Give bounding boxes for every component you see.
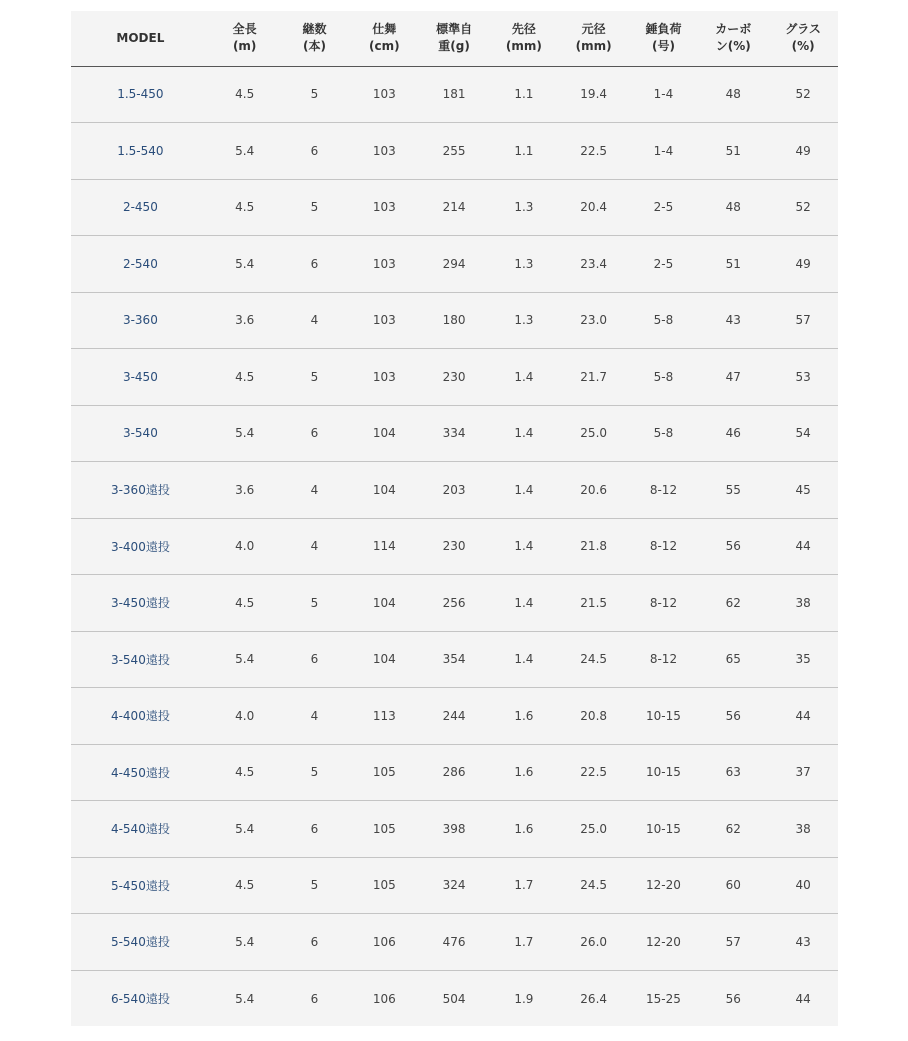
cell-sinker-load: 10-15 [629, 688, 699, 745]
column-header-line: 仕舞 [372, 22, 397, 37]
cell-glass: 37 [768, 744, 838, 801]
cell-carbon: 55 [698, 462, 768, 519]
cell-butt-diameter: 24.5 [559, 631, 629, 688]
cell-tip-diameter: 1.4 [489, 462, 559, 519]
cell-sinker-load: 8-12 [629, 462, 699, 519]
cell-closed-length: 104 [349, 462, 419, 519]
cell-tip-diameter: 1.7 [489, 914, 559, 971]
table-row [71, 518, 838, 575]
cell-glass: 44 [768, 518, 838, 575]
table-row [71, 631, 838, 688]
column-header-line: (本) [302, 39, 326, 54]
model-name-cell[interactable]: 4-400遠投 [71, 688, 210, 745]
table-row [71, 123, 838, 180]
cell-butt-diameter: 22.5 [559, 744, 629, 801]
cell-carbon: 43 [698, 292, 768, 349]
model-name-cell[interactable]: 2-540 [71, 236, 210, 293]
column-header-line: 標準自 [436, 22, 473, 37]
cell-carbon: 48 [698, 179, 768, 236]
cell-glass: 57 [768, 292, 838, 349]
column-header-line: グラス [785, 22, 821, 37]
cell-length: 5.4 [235, 991, 255, 1006]
table-row [71, 914, 838, 971]
cell-tip-diameter: 1.6 [489, 801, 559, 858]
cell-butt-diameter: 21.7 [559, 349, 629, 406]
cell-glass: 43 [768, 914, 838, 971]
cell-weight: 286 [419, 744, 489, 801]
cell-glass: 49 [768, 236, 838, 293]
column-header-carbon [698, 11, 768, 66]
cell-weight: 203 [419, 462, 489, 519]
model-name-cell[interactable]: 3-360遠投 [71, 462, 210, 519]
model-name-cell[interactable]: 1.5-450 [71, 66, 210, 123]
cell-butt-diameter: 25.0 [559, 801, 629, 858]
cell-glass: 52 [768, 66, 838, 123]
cell-butt-diameter: 20.6 [559, 462, 629, 519]
column-header-glass [768, 11, 838, 66]
cell-weight: 180 [419, 292, 489, 349]
cell-sinker-load: 8-12 [629, 518, 699, 575]
cell-carbon: 48 [698, 66, 768, 123]
cell-butt-diameter: 20.4 [559, 179, 629, 236]
column-header-line: (m) [232, 39, 257, 54]
column-header-line: (号) [651, 39, 675, 54]
cell-sections: 6 [280, 801, 350, 858]
cell-sections: 6 [280, 405, 350, 462]
model-name-cell[interactable]: 3-450 [71, 349, 210, 406]
cell-tip-diameter: 1.9 [514, 991, 534, 1006]
cell-sinker-load: 2-5 [629, 236, 699, 293]
cell-length: 3.6 [210, 292, 280, 349]
cell-tip-diameter: 1.4 [489, 518, 559, 575]
cell-length: 5.4 [210, 631, 280, 688]
model-name-cell[interactable]: 3-360 [71, 292, 210, 349]
column-header-line: カーボ [715, 22, 752, 37]
cell-closed-length: 105 [349, 857, 419, 914]
cell-weight: 214 [419, 179, 489, 236]
cell-carbon: 56 [725, 991, 741, 1006]
cell-sections: 4 [280, 292, 350, 349]
cell-glass: 44 [768, 688, 838, 745]
cell-glass: 49 [768, 123, 838, 180]
model-name-cell[interactable]: 3-540遠投 [71, 631, 210, 688]
cell-closed-length: 103 [349, 66, 419, 123]
column-header-line: (mm) [505, 39, 542, 54]
cell-glass: 35 [768, 631, 838, 688]
model-name-cell[interactable]: 3-400遠投 [71, 518, 210, 575]
column-header-sections [280, 11, 350, 66]
cell-weight: 334 [419, 405, 489, 462]
cell-butt-diameter: 26.0 [559, 914, 629, 971]
cell-weight: 476 [419, 914, 489, 971]
cell-closed-length: 106 [372, 991, 396, 1006]
cell-sections: 5 [280, 575, 350, 632]
cell-closed-length: 104 [349, 631, 419, 688]
column-header-line: (mm) [575, 39, 612, 54]
table-row [71, 970, 838, 1027]
cell-closed-length: 103 [349, 179, 419, 236]
cell-sinker-load: 2-5 [629, 179, 699, 236]
cell-sections: 4 [280, 462, 350, 519]
spec-table-body [71, 66, 838, 1027]
cell-closed-length: 106 [349, 914, 419, 971]
cell-weight: 244 [419, 688, 489, 745]
table-row [71, 744, 838, 801]
model-name-cell[interactable]: 4-540遠投 [71, 801, 210, 858]
cell-closed-length: 103 [349, 292, 419, 349]
cell-tip-diameter: 1.3 [489, 236, 559, 293]
cell-butt-diameter: 20.8 [559, 688, 629, 745]
cell-carbon: 56 [698, 518, 768, 575]
table-row [71, 349, 838, 406]
cell-tip-diameter: 1.6 [489, 744, 559, 801]
cell-sinker-load: 1-4 [629, 66, 699, 123]
cell-weight: 354 [419, 631, 489, 688]
cell-sections: 5 [280, 857, 350, 914]
cell-length: 5.4 [210, 405, 280, 462]
table-row [71, 179, 838, 236]
cell-closed-length: 105 [349, 801, 419, 858]
cell-sections: 6 [310, 991, 319, 1006]
model-name-cell[interactable]: 5-450遠投 [71, 857, 210, 914]
cell-sinker-load: 8-12 [629, 631, 699, 688]
cell-carbon: 60 [698, 857, 768, 914]
cell-weight: 294 [419, 236, 489, 293]
cell-carbon: 63 [698, 744, 768, 801]
cell-butt-diameter: 22.5 [559, 123, 629, 180]
cell-carbon: 51 [698, 236, 768, 293]
cell-butt-diameter: 23.4 [559, 236, 629, 293]
table-row [71, 857, 838, 914]
cell-sinker-load: 15-25 [646, 991, 681, 1006]
model-name-cell[interactable]: 2-450 [71, 179, 210, 236]
model-name-cell[interactable]: 3-540 [71, 405, 210, 462]
model-name-cell[interactable]: 6-540遠投 [110, 992, 170, 1006]
table-row [71, 292, 838, 349]
cell-tip-diameter: 1.1 [489, 66, 559, 123]
cell-glass: 40 [768, 857, 838, 914]
cell-sinker-load: 1-4 [629, 123, 699, 180]
cell-carbon: 47 [698, 349, 768, 406]
cell-sections: 5 [280, 66, 350, 123]
cell-butt-diameter: 26.4 [580, 991, 608, 1006]
cell-butt-diameter: 25.0 [559, 405, 629, 462]
cell-sinker-load: 12-20 [629, 914, 699, 971]
cell-glass: 38 [768, 575, 838, 632]
spec-table-header [71, 11, 838, 66]
cell-closed-length: 113 [349, 688, 419, 745]
cell-closed-length: 104 [349, 575, 419, 632]
cell-glass: 54 [768, 405, 838, 462]
column-header-line: 錘負荷 [645, 22, 682, 37]
table-row [71, 462, 838, 519]
cell-sections: 4 [280, 688, 350, 745]
cell-tip-diameter: 1.7 [489, 857, 559, 914]
column-header-model [71, 11, 210, 66]
cell-length: 4.5 [210, 857, 280, 914]
cell-carbon: 46 [698, 405, 768, 462]
cell-carbon: 65 [698, 631, 768, 688]
column-header-line: 重(g) [438, 39, 470, 54]
cell-length: 5.4 [210, 123, 280, 180]
cell-tip-diameter: 1.3 [489, 179, 559, 236]
cell-tip-diameter: 1.1 [489, 123, 559, 180]
column-header-line: MODEL [116, 30, 165, 45]
column-header-line: 継数 [302, 22, 327, 37]
cell-butt-diameter: 19.4 [559, 66, 629, 123]
cell-length: 4.5 [210, 349, 280, 406]
cell-butt-diameter: 21.8 [559, 518, 629, 575]
cell-weight: 256 [419, 575, 489, 632]
cell-closed-length: 105 [349, 744, 419, 801]
cell-tip-diameter: 1.3 [489, 292, 559, 349]
cell-sinker-load: 10-15 [629, 801, 699, 858]
cell-sections: 6 [280, 123, 350, 180]
column-header-line: (cm) [368, 39, 400, 54]
cell-glass: 52 [768, 179, 838, 236]
cell-carbon: 56 [698, 688, 768, 745]
column-header-weight [419, 11, 489, 66]
table-row [71, 236, 838, 293]
header-row [71, 11, 838, 66]
cell-sections: 6 [280, 236, 350, 293]
cell-sections: 6 [280, 631, 350, 688]
cell-carbon: 51 [698, 123, 768, 180]
table-row [71, 66, 838, 123]
cell-weight: 255 [419, 123, 489, 180]
cell-closed-length: 103 [349, 236, 419, 293]
model-name-cell[interactable]: 4-450遠投 [71, 744, 210, 801]
cell-glass: 38 [768, 801, 838, 858]
cell-sinker-load: 8-12 [629, 575, 699, 632]
spec-table-panel [71, 11, 838, 1026]
cell-length: 4.0 [210, 688, 280, 745]
table-row [71, 405, 838, 462]
column-header-line: 元径 [581, 22, 606, 37]
cell-sections: 4 [280, 518, 350, 575]
column-header-line: 全長 [232, 22, 257, 37]
cell-tip-diameter: 1.4 [489, 631, 559, 688]
cell-length: 3.6 [210, 462, 280, 519]
table-row [71, 801, 838, 858]
model-name-cell[interactable]: 3-450遠投 [71, 575, 210, 632]
cell-closed-length: 103 [349, 123, 419, 180]
cell-butt-diameter: 21.5 [559, 575, 629, 632]
cell-weight: 230 [419, 349, 489, 406]
cell-tip-diameter: 1.4 [489, 575, 559, 632]
cell-length: 4.5 [210, 744, 280, 801]
cell-weight: 181 [419, 66, 489, 123]
cell-sections: 5 [280, 349, 350, 406]
cell-butt-diameter: 23.0 [559, 292, 629, 349]
cell-sections: 5 [280, 179, 350, 236]
column-header-tip-diameter [489, 11, 559, 66]
cell-tip-diameter: 1.6 [489, 688, 559, 745]
cell-carbon: 62 [698, 801, 768, 858]
cell-length: 4.5 [210, 66, 280, 123]
cell-sections: 5 [280, 744, 350, 801]
spec-table [71, 11, 838, 1027]
cell-glass: 53 [768, 349, 838, 406]
column-header-line: (%) [791, 39, 815, 54]
cell-weight: 398 [419, 801, 489, 858]
table-row [71, 688, 838, 745]
cell-weight: 504 [442, 991, 466, 1006]
table-row [71, 575, 838, 632]
cell-weight: 324 [419, 857, 489, 914]
cell-sinker-load: 10-15 [629, 744, 699, 801]
cell-length: 5.4 [210, 801, 280, 858]
cell-length: 5.4 [210, 914, 280, 971]
column-header-butt-diameter [559, 11, 629, 66]
cell-closed-length: 114 [349, 518, 419, 575]
cell-length: 4.0 [210, 518, 280, 575]
column-header-line: 先径 [511, 22, 536, 37]
cell-glass: 44 [795, 991, 811, 1006]
cell-weight: 230 [419, 518, 489, 575]
model-name-cell[interactable]: 5-540遠投 [71, 914, 210, 971]
column-header-sinker-load [629, 11, 699, 66]
column-header-length [210, 11, 280, 66]
cell-carbon: 57 [698, 914, 768, 971]
cell-length: 4.5 [210, 575, 280, 632]
cell-tip-diameter: 1.4 [489, 405, 559, 462]
cell-length: 5.4 [210, 236, 280, 293]
cell-sinker-load: 5-8 [629, 292, 699, 349]
cell-butt-diameter: 24.5 [559, 857, 629, 914]
cell-sinker-load: 5-8 [629, 349, 699, 406]
cell-closed-length: 104 [349, 405, 419, 462]
cell-sinker-load: 5-8 [629, 405, 699, 462]
column-header-line: ン(%) [715, 39, 751, 54]
cell-sinker-load: 12-20 [629, 857, 699, 914]
cell-carbon: 62 [698, 575, 768, 632]
cell-glass: 45 [768, 462, 838, 519]
cell-sections: 6 [280, 914, 350, 971]
column-header-closed-length [349, 11, 419, 66]
cell-length: 4.5 [210, 179, 280, 236]
cell-tip-diameter: 1.4 [489, 349, 559, 406]
model-name-cell[interactable]: 1.5-540 [71, 123, 210, 180]
cell-closed-length: 103 [349, 349, 419, 406]
